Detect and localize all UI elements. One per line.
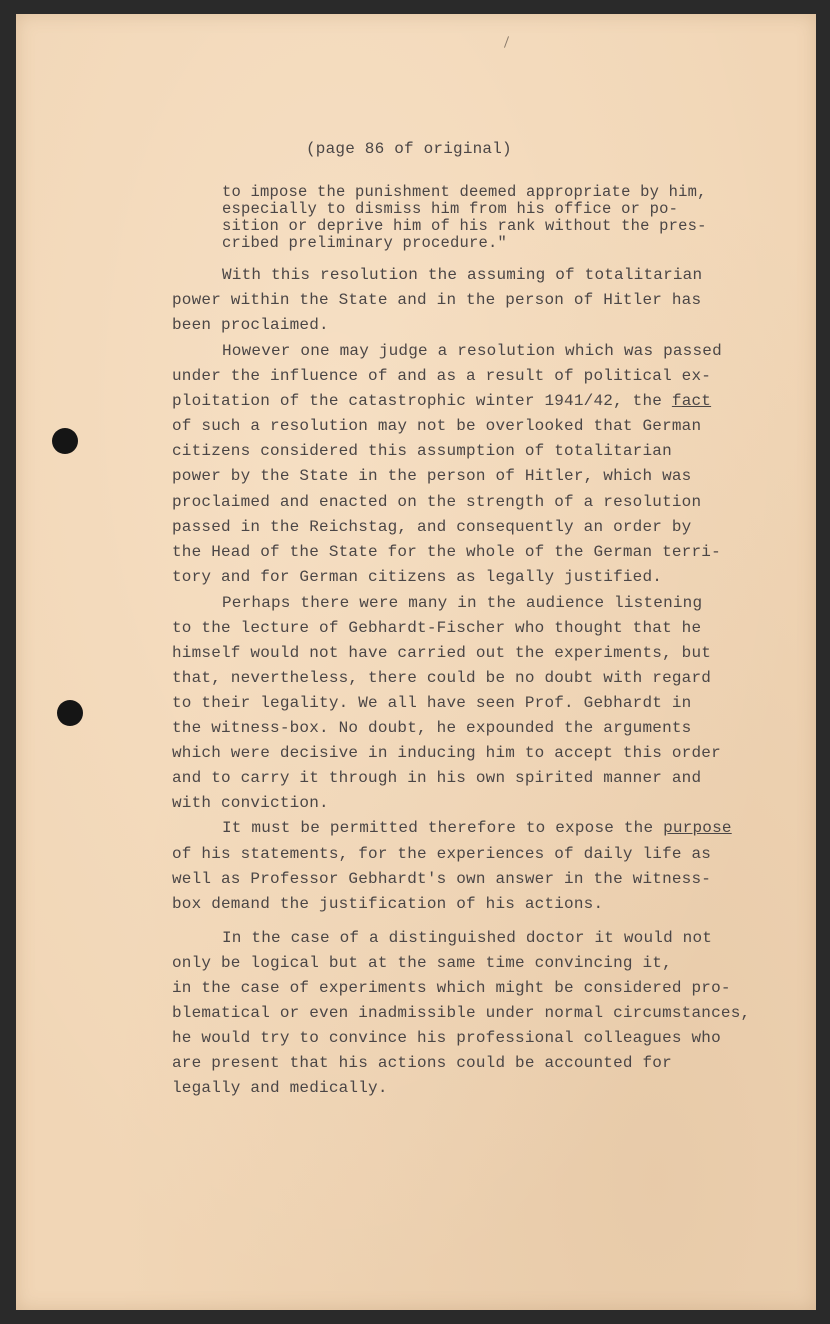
body-line: in the case of experiments which might be considered pro- bbox=[172, 979, 731, 997]
body-line: tory and for German citizens as legally justified. bbox=[172, 568, 663, 586]
body-line: passed in the Reichstag, and consequently an order by bbox=[172, 518, 692, 536]
underlined-word: purpose bbox=[663, 819, 732, 837]
body-line: and to carry it through in his own spirited manner and bbox=[172, 769, 702, 787]
body-line: of his statements, for the experiences of daily life as bbox=[172, 845, 712, 863]
body-line: the witness-box. No doubt, he expounded the arguments bbox=[172, 719, 692, 737]
punch-hole bbox=[57, 700, 83, 726]
body-line: he would try to convince his professional colleagues who bbox=[172, 1029, 721, 1047]
pen-mark bbox=[504, 36, 509, 48]
quote-line: cribed preliminary procedure." bbox=[222, 234, 508, 252]
underlined-word: fact bbox=[671, 392, 712, 410]
body-line: box demand the justification of his actions. bbox=[172, 895, 604, 913]
body-line: himself would not have carried out the experiments, but bbox=[172, 644, 712, 662]
body-line: to their legality. We all have seen Prof. Gebhardt in bbox=[172, 694, 692, 712]
body-line: It must be permitted therefore to expose the purpose bbox=[222, 819, 732, 837]
quote-line: sition or deprive him of his rank without the pres- bbox=[222, 217, 707, 235]
body-line: that, nevertheless, there could be no doubt with regard bbox=[172, 669, 712, 687]
body-line: proclaimed and enacted on the strength of a resolution bbox=[172, 493, 702, 511]
body-line: under the influence of and as a result of political ex- bbox=[172, 367, 712, 385]
body-line: been proclaimed. bbox=[172, 316, 329, 334]
body-line: power within the State and in the person of Hitler has bbox=[172, 291, 702, 309]
body-line: power by the State in the person of Hitler, which was bbox=[172, 467, 692, 485]
body-line: ploitation of the catastrophic winter 1941/42, the fact bbox=[172, 392, 712, 410]
body-line: with conviction. bbox=[172, 794, 329, 812]
body-line: which were decisive in inducing him to accept this order bbox=[172, 744, 721, 762]
body-line: blematical or even inadmissible under normal circumstances, bbox=[172, 1004, 751, 1022]
body-line: the Head of the State for the whole of the German terri- bbox=[172, 543, 721, 561]
body-line: to the lecture of Gebhardt-Fischer who thought that he bbox=[172, 619, 702, 637]
body-line: well as Professor Gebhardt's own answer in the witness- bbox=[172, 870, 712, 888]
body-line: are present that his actions could be accounted for bbox=[172, 1054, 672, 1072]
body-line: citizens considered this assumption of totalitarian bbox=[172, 442, 672, 460]
page-heading: (page 86 of original) bbox=[306, 140, 512, 158]
punch-hole bbox=[52, 428, 78, 454]
body-line: only be logical but at the same time convincing it, bbox=[172, 954, 672, 972]
body-line: legally and medically. bbox=[172, 1079, 388, 1097]
body-line: of such a resolution may not be overlooked that German bbox=[172, 417, 702, 435]
body-line: In the case of a distinguished doctor it would not bbox=[222, 929, 713, 947]
body-line: However one may judge a resolution which was passed bbox=[222, 342, 722, 360]
body-line: With this resolution the assuming of totalitarian bbox=[222, 266, 703, 284]
body-line: Perhaps there were many in the audience listening bbox=[222, 594, 703, 612]
quote-line: especially to dismiss him from his office or po- bbox=[222, 200, 679, 218]
quote-line: to impose the punishment deemed appropriate by him, bbox=[222, 183, 707, 201]
